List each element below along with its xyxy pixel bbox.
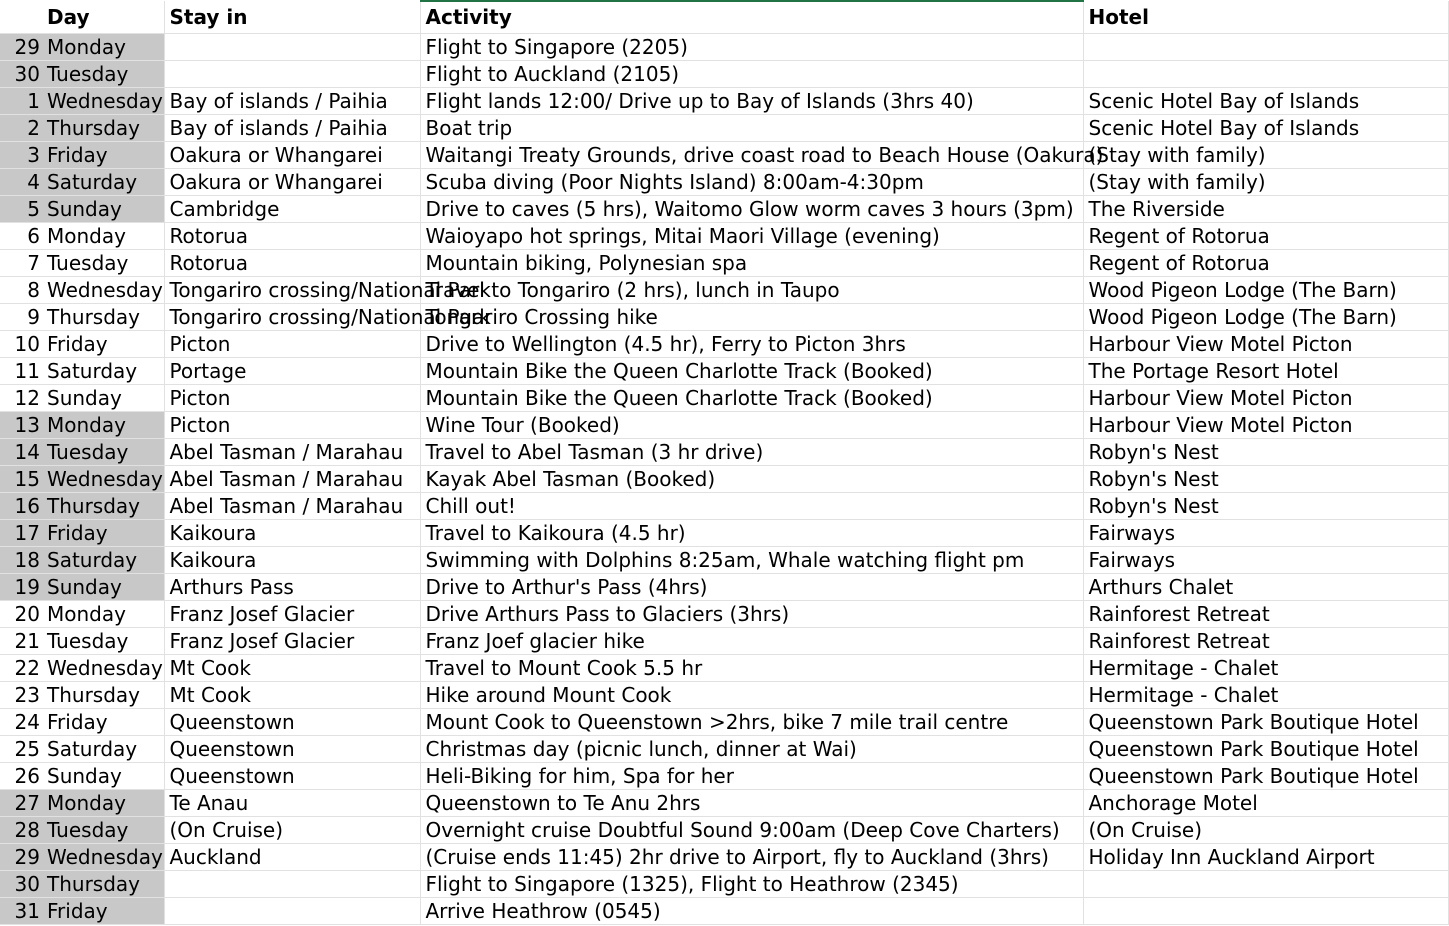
table-row <box>0 844 1448 871</box>
cell-activity[interactable]: Drive to caves (5 hrs), Waitomo Glow worm caves 3 hours (3pm) <box>420 196 1083 223</box>
cell-day-name[interactable]: Monday <box>43 790 164 817</box>
cell-activity[interactable]: Scuba diving (Poor Nights Island) 8:00am-4:30pm <box>420 169 1083 196</box>
cell-stay-in[interactable]: Te Anau <box>164 790 420 817</box>
cell-hotel[interactable] <box>1083 871 1448 898</box>
cell-day-number[interactable]: 29 <box>0 34 43 61</box>
cell-hotel[interactable]: Anchorage Motel <box>1083 790 1448 817</box>
cell-activity[interactable]: Mountain biking, Polynesian spa <box>420 250 1083 277</box>
cell-hotel[interactable]: The Riverside <box>1083 196 1448 223</box>
cell-activity[interactable]: Christmas day (picnic lunch, dinner at Wai) <box>420 736 1083 763</box>
cell-stay-in[interactable] <box>164 61 420 88</box>
cell-day-number[interactable]: 20 <box>0 601 43 628</box>
cell-day-number[interactable]: 16 <box>0 493 43 520</box>
cell-day-number[interactable]: 29 <box>0 844 43 871</box>
table-row <box>0 88 1448 115</box>
cell-day-name[interactable]: Saturday <box>43 169 164 196</box>
table-row <box>0 601 1448 628</box>
cell-day-name[interactable]: Wednesday <box>43 466 164 493</box>
cell-day-name[interactable]: Tuesday <box>43 628 164 655</box>
table-row <box>0 412 1448 439</box>
cell-day-number[interactable]: 5 <box>0 196 43 223</box>
cell-day-number[interactable]: 21 <box>0 628 43 655</box>
cell-activity[interactable]: (Cruise ends 11:45) 2hr drive to Airport, fly to Auckland (3hrs) <box>420 844 1083 871</box>
cell-hotel[interactable]: Harbour View Motel Picton <box>1083 412 1448 439</box>
table-row <box>0 493 1448 520</box>
cell-day-number[interactable]: 8 <box>0 277 43 304</box>
cell-activity[interactable]: Flight to Singapore (1325), Flight to Heathrow (2345) <box>420 871 1083 898</box>
cell-hotel[interactable]: Harbour View Motel Picton <box>1083 331 1448 358</box>
cell-activity[interactable]: Chill out! <box>420 493 1083 520</box>
cell-day-number[interactable]: 19 <box>0 574 43 601</box>
cell-hotel[interactable] <box>1083 898 1448 925</box>
header-cell-activity[interactable]: Activity <box>420 1 1083 34</box>
cell-hotel[interactable]: (On Cruise) <box>1083 817 1448 844</box>
cell-stay-in[interactable]: (On Cruise) <box>164 817 420 844</box>
cell-hotel[interactable]: Scenic Hotel Bay of Islands <box>1083 88 1448 115</box>
cell-day-name[interactable]: Sunday <box>43 763 164 790</box>
cell-stay-in[interactable] <box>164 871 420 898</box>
cell-stay-in[interactable]: Abel Tasman / Marahau <box>164 493 420 520</box>
cell-activity[interactable]: Drive Arthurs Pass to Glaciers (3hrs) <box>420 601 1083 628</box>
cell-stay-in[interactable]: Mt Cook <box>164 682 420 709</box>
cell-stay-in[interactable]: Abel Tasman / Marahau <box>164 466 420 493</box>
cell-day-number[interactable]: 30 <box>0 61 43 88</box>
cell-stay-in[interactable]: Picton <box>164 385 420 412</box>
cell-activity[interactable]: Mount Cook to Queenstown >2hrs, bike 7 mile trail centre <box>420 709 1083 736</box>
table-row <box>0 34 1448 61</box>
cell-hotel[interactable] <box>1083 34 1448 61</box>
table-row <box>0 223 1448 250</box>
cell-day-name[interactable]: Wednesday <box>43 88 164 115</box>
table-row <box>0 331 1448 358</box>
cell-hotel[interactable]: Fairways <box>1083 547 1448 574</box>
table-row <box>0 304 1448 331</box>
cell-hotel[interactable]: Rainforest Retreat <box>1083 628 1448 655</box>
cell-hotel[interactable]: Wood Pigeon Lodge (The Barn) <box>1083 277 1448 304</box>
cell-day-number[interactable]: 2 <box>0 115 43 142</box>
table-row <box>0 439 1448 466</box>
cell-stay-in[interactable]: Picton <box>164 412 420 439</box>
cell-day-name[interactable]: Friday <box>43 331 164 358</box>
table-row <box>0 169 1448 196</box>
header-cell-hotel[interactable]: Hotel <box>1083 1 1448 34</box>
cell-day-name[interactable]: Thursday <box>43 682 164 709</box>
cell-day-name[interactable]: Wednesday <box>43 655 164 682</box>
cell-hotel[interactable] <box>1083 61 1448 88</box>
cell-day-name[interactable]: Tuesday <box>43 250 164 277</box>
cell-day-number[interactable]: 17 <box>0 520 43 547</box>
cell-day-name[interactable]: Tuesday <box>43 61 164 88</box>
cell-hotel[interactable]: Fairways <box>1083 520 1448 547</box>
table-row <box>0 763 1448 790</box>
table-row <box>0 574 1448 601</box>
cell-activity[interactable]: Tongariro Crossing hike <box>420 304 1083 331</box>
table-row <box>0 736 1448 763</box>
table-row <box>0 871 1448 898</box>
table-row <box>0 628 1448 655</box>
cell-activity[interactable]: Hike around Mount Cook <box>420 682 1083 709</box>
cell-activity[interactable]: Wine Tour (Booked) <box>420 412 1083 439</box>
cell-activity[interactable]: Travel to Kaikoura (4.5 hr) <box>420 520 1083 547</box>
cell-stay-in[interactable]: Kaikoura <box>164 547 420 574</box>
cell-day-number[interactable]: 31 <box>0 898 43 925</box>
cell-day-number[interactable]: 27 <box>0 790 43 817</box>
cell-day-name[interactable]: Monday <box>43 601 164 628</box>
table-row <box>0 547 1448 574</box>
cell-activity[interactable]: Mountain Bike the Queen Charlotte Track (Booked) <box>420 358 1083 385</box>
header-cell-stay[interactable]: Stay in <box>164 1 420 34</box>
cell-day-name[interactable]: Saturday <box>43 547 164 574</box>
cell-stay-in[interactable]: Franz Josef Glacier <box>164 601 420 628</box>
cell-stay-in[interactable]: Oakura or Whangarei <box>164 169 420 196</box>
cell-stay-in[interactable]: Kaikoura <box>164 520 420 547</box>
cell-stay-in[interactable] <box>164 34 420 61</box>
cell-activity[interactable]: Franz Joef glacier hike <box>420 628 1083 655</box>
cell-day-number[interactable]: 6 <box>0 223 43 250</box>
cell-activity[interactable]: Flight to Auckland (2105) <box>420 61 1083 88</box>
cell-day-name[interactable]: Friday <box>43 520 164 547</box>
cell-activity[interactable]: Heli-Biking for him, Spa for her <box>420 763 1083 790</box>
cell-day-number[interactable]: 15 <box>0 466 43 493</box>
table-row <box>0 277 1448 304</box>
cell-day-name[interactable]: Thursday <box>43 871 164 898</box>
cell-stay-in[interactable]: Queenstown <box>164 736 420 763</box>
cell-hotel[interactable]: Holiday Inn Auckland Airport <box>1083 844 1448 871</box>
header-cell-number[interactable] <box>0 1 43 34</box>
cell-stay-in[interactable]: Tongariro crossing/National Park <box>164 304 420 331</box>
cell-hotel[interactable]: Arthurs Chalet <box>1083 574 1448 601</box>
cell-day-name[interactable]: Sunday <box>43 385 164 412</box>
cell-day-number[interactable]: 18 <box>0 547 43 574</box>
cell-hotel[interactable]: Rainforest Retreat <box>1083 601 1448 628</box>
cell-hotel[interactable]: Queenstown Park Boutique Hotel <box>1083 736 1448 763</box>
table-row <box>0 358 1448 385</box>
cell-day-number[interactable]: 3 <box>0 142 43 169</box>
cell-day-name[interactable]: Friday <box>43 142 164 169</box>
cell-hotel[interactable]: Robyn's Nest <box>1083 466 1448 493</box>
cell-hotel[interactable]: Robyn's Nest <box>1083 493 1448 520</box>
cell-activity[interactable]: Waitangi Treaty Grounds, drive coast road to Beach House (Oakura) <box>420 142 1083 169</box>
cell-day-number[interactable]: 26 <box>0 763 43 790</box>
cell-hotel[interactable]: Queenstown Park Boutique Hotel <box>1083 763 1448 790</box>
cell-day-number[interactable]: 22 <box>0 655 43 682</box>
cell-day-number[interactable]: 13 <box>0 412 43 439</box>
cell-hotel[interactable]: The Portage Resort Hotel <box>1083 358 1448 385</box>
cell-day-number[interactable]: 11 <box>0 358 43 385</box>
cell-hotel[interactable]: (Stay with family) <box>1083 142 1448 169</box>
cell-activity[interactable]: Overnight cruise Doubtful Sound 9:00am (Deep Cove Charters) <box>420 817 1083 844</box>
cell-day-number[interactable]: 28 <box>0 817 43 844</box>
cell-day-number[interactable]: 14 <box>0 439 43 466</box>
cell-hotel[interactable]: Regent of Rotorua <box>1083 250 1448 277</box>
cell-stay-in[interactable]: Oakura or Whangarei <box>164 142 420 169</box>
cell-day-number[interactable]: 30 <box>0 871 43 898</box>
cell-day-name[interactable]: Monday <box>43 223 164 250</box>
cell-hotel[interactable]: Robyn's Nest <box>1083 439 1448 466</box>
table-row <box>0 520 1448 547</box>
table-row <box>0 196 1448 223</box>
table-row <box>0 250 1448 277</box>
cell-hotel[interactable]: Regent of Rotorua <box>1083 223 1448 250</box>
cell-hotel[interactable]: Hermitage - Chalet <box>1083 682 1448 709</box>
cell-day-number[interactable]: 10 <box>0 331 43 358</box>
cell-day-number[interactable]: 24 <box>0 709 43 736</box>
cell-day-name[interactable]: Tuesday <box>43 817 164 844</box>
cell-stay-in[interactable]: Rotorua <box>164 250 420 277</box>
cell-stay-in[interactable]: Bay of islands / Paihia <box>164 88 420 115</box>
cell-activity[interactable]: Kayak Abel Tasman (Booked) <box>420 466 1083 493</box>
cell-activity[interactable]: Drive to Arthur's Pass (4hrs) <box>420 574 1083 601</box>
table-row <box>0 655 1448 682</box>
cell-activity[interactable]: Boat trip <box>420 115 1083 142</box>
cell-stay-in[interactable]: Auckland <box>164 844 420 871</box>
cell-day-number[interactable]: 1 <box>0 88 43 115</box>
table-row <box>0 709 1448 736</box>
cell-day-name[interactable]: Tuesday <box>43 439 164 466</box>
cell-activity[interactable]: Queenstown to Te Anu 2hrs <box>420 790 1083 817</box>
cell-day-number[interactable]: 9 <box>0 304 43 331</box>
cell-hotel[interactable]: Queenstown Park Boutique Hotel <box>1083 709 1448 736</box>
cell-day-name[interactable]: Friday <box>43 709 164 736</box>
cell-stay-in[interactable]: Queenstown <box>164 763 420 790</box>
table-row <box>0 898 1448 925</box>
cell-stay-in[interactable]: Queenstown <box>164 709 420 736</box>
header-row <box>0 1 1448 34</box>
cell-day-number[interactable]: 7 <box>0 250 43 277</box>
cell-day-name[interactable]: Friday <box>43 898 164 925</box>
table-row <box>0 790 1448 817</box>
cell-day-name[interactable]: Wednesday <box>43 844 164 871</box>
cell-stay-in[interactable]: Bay of islands / Paihia <box>164 115 420 142</box>
table-row <box>0 61 1448 88</box>
cell-day-number[interactable]: 25 <box>0 736 43 763</box>
cell-day-number[interactable]: 12 <box>0 385 43 412</box>
cell-activity[interactable]: Flight lands 12:00/ Drive up to Bay of Islands (3hrs 40) <box>420 88 1083 115</box>
cell-day-name[interactable]: Saturday <box>43 358 164 385</box>
cell-activity[interactable]: Swimming with Dolphins 8:25am, Whale watching flight pm <box>420 547 1083 574</box>
cell-day-name[interactable]: Monday <box>43 34 164 61</box>
cell-activity[interactable]: Travel to Tongariro (2 hrs), lunch in Taupo <box>420 277 1083 304</box>
cell-activity[interactable]: Waioyapo hot springs, Mitai Maori Village (evening) <box>420 223 1083 250</box>
cell-day-name[interactable]: Sunday <box>43 574 164 601</box>
cell-day-name[interactable]: Wednesday <box>43 277 164 304</box>
header-cell-day[interactable]: Day <box>43 1 164 34</box>
cell-hotel[interactable]: (Stay with family) <box>1083 169 1448 196</box>
cell-stay-in[interactable]: Arthurs Pass <box>164 574 420 601</box>
cell-stay-in[interactable]: Cambridge <box>164 196 420 223</box>
cell-activity[interactable]: Arrive Heathrow (0545) <box>420 898 1083 925</box>
cell-activity[interactable]: Mountain Bike the Queen Charlotte Track (Booked) <box>420 385 1083 412</box>
table-row <box>0 385 1448 412</box>
cell-day-number[interactable]: 23 <box>0 682 43 709</box>
cell-stay-in[interactable]: Rotorua <box>164 223 420 250</box>
table-row <box>0 817 1448 844</box>
cell-activity[interactable]: Flight to Singapore (2205) <box>420 34 1083 61</box>
cell-hotel[interactable]: Harbour View Motel Picton <box>1083 385 1448 412</box>
table-row <box>0 142 1448 169</box>
cell-day-name[interactable]: Thursday <box>43 304 164 331</box>
cell-stay-in[interactable]: Abel Tasman / Marahau <box>164 439 420 466</box>
table-row <box>0 466 1448 493</box>
cell-activity[interactable]: Travel to Abel Tasman (3 hr drive) <box>420 439 1083 466</box>
cell-hotel[interactable]: Hermitage - Chalet <box>1083 655 1448 682</box>
cell-day-name[interactable]: Sunday <box>43 196 164 223</box>
cell-day-name[interactable]: Saturday <box>43 736 164 763</box>
cell-stay-in[interactable] <box>164 898 420 925</box>
table-row <box>0 115 1448 142</box>
table-row <box>0 682 1448 709</box>
cell-stay-in[interactable]: Portage <box>164 358 420 385</box>
cell-hotel[interactable]: Wood Pigeon Lodge (The Barn) <box>1083 304 1448 331</box>
cell-activity[interactable]: Travel to Mount Cook 5.5 hr <box>420 655 1083 682</box>
cell-hotel[interactable]: Scenic Hotel Bay of Islands <box>1083 115 1448 142</box>
cell-activity[interactable]: Drive to Wellington (4.5 hr), Ferry to Picton 3hrs <box>420 331 1083 358</box>
cell-day-number[interactable]: 4 <box>0 169 43 196</box>
cell-stay-in[interactable]: Tongariro crossing/National Park <box>164 277 420 304</box>
cell-stay-in[interactable]: Picton <box>164 331 420 358</box>
cell-day-name[interactable]: Thursday <box>43 115 164 142</box>
cell-stay-in[interactable]: Franz Josef Glacier <box>164 628 420 655</box>
cell-day-name[interactable]: Monday <box>43 412 164 439</box>
cell-day-name[interactable]: Thursday <box>43 493 164 520</box>
cell-stay-in[interactable]: Mt Cook <box>164 655 420 682</box>
